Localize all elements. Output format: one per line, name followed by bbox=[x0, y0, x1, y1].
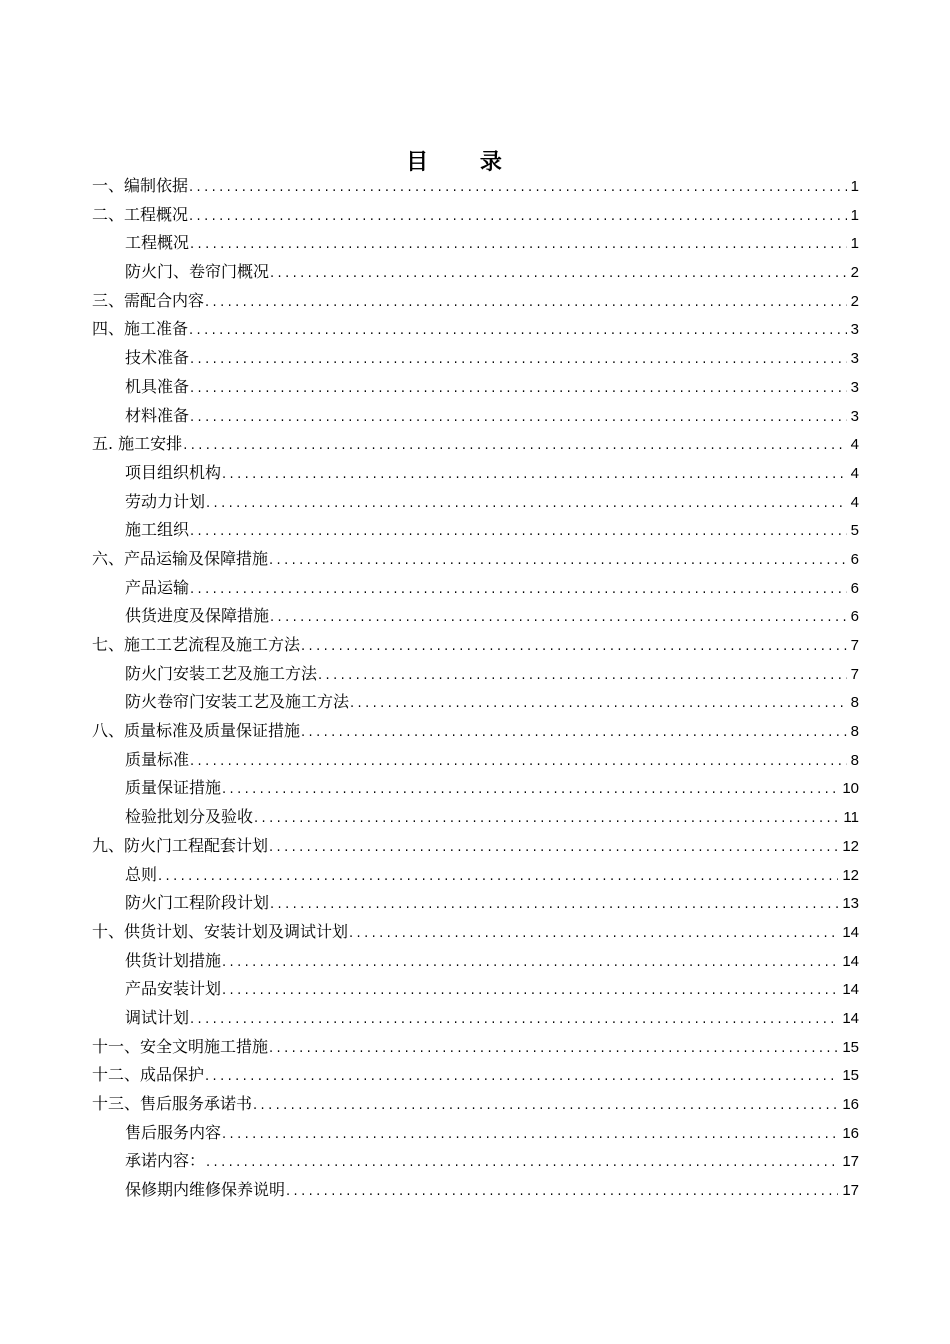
toc-subsection-entry[interactable] bbox=[92, 229, 859, 258]
toc-dot-leader bbox=[189, 203, 847, 232]
toc-page-number: 12 bbox=[842, 837, 859, 855]
toc-entry-label: 施工组织 bbox=[125, 520, 190, 540]
toc-subsection-entry[interactable] bbox=[92, 373, 859, 402]
toc-entry-label: 劳动力计划 bbox=[125, 491, 206, 511]
toc-entry-label: 检验批划分及验收 bbox=[125, 807, 254, 827]
toc-section-entry[interactable] bbox=[92, 172, 859, 201]
table-of-contents bbox=[92, 172, 859, 1205]
toc-dot-leader bbox=[206, 490, 847, 519]
toc-entry-label: 三、需配合内容 bbox=[92, 290, 205, 310]
toc-dot-leader bbox=[183, 432, 846, 461]
toc-entry-label: 调试计划 bbox=[125, 1007, 190, 1027]
toc-page-number: 14 bbox=[842, 1009, 859, 1027]
toc-entry-label: 售后服务内容 bbox=[125, 1122, 222, 1142]
toc-dot-leader bbox=[205, 1063, 838, 1092]
toc-entry-label: 产品运输 bbox=[125, 577, 190, 597]
toc-entry-label: 工程概况 bbox=[125, 233, 190, 253]
toc-entry-label: 一、编制依据 bbox=[92, 176, 189, 195]
toc-dot-leader bbox=[222, 949, 838, 978]
toc-page-number: 14 bbox=[842, 952, 859, 970]
toc-entry-label: 十二、成品保护 bbox=[92, 1065, 205, 1085]
toc-dot-leader bbox=[205, 289, 847, 318]
toc-dot-leader bbox=[190, 576, 847, 605]
toc-entry-label: 产品安装计划 bbox=[125, 979, 222, 999]
toc-dot-leader bbox=[206, 1149, 838, 1178]
toc-entry-label: 承诺内容： bbox=[125, 1151, 206, 1171]
toc-page-number: 11 bbox=[843, 809, 859, 827]
toc-section-entry[interactable] bbox=[92, 315, 859, 344]
toc-dot-leader bbox=[254, 805, 839, 834]
toc-page-number: 7 bbox=[850, 665, 859, 683]
toc-dot-leader bbox=[301, 719, 847, 748]
toc-dot-leader bbox=[190, 375, 847, 404]
toc-section-entry[interactable] bbox=[92, 1033, 859, 1062]
toc-page-number: 4 bbox=[850, 464, 859, 482]
toc-subsection-entry[interactable] bbox=[92, 660, 859, 689]
toc-section-entry[interactable] bbox=[92, 545, 859, 574]
toc-dot-leader bbox=[190, 231, 847, 260]
toc-subsection-entry[interactable] bbox=[92, 947, 859, 976]
toc-entry-label: 机具准备 bbox=[125, 376, 190, 396]
toc-page-number: 6 bbox=[850, 579, 859, 597]
toc-page-number: 8 bbox=[850, 751, 859, 769]
toc-entry-label: 四、施工准备 bbox=[92, 319, 189, 339]
toc-page-number: 15 bbox=[842, 1067, 859, 1085]
toc-entry-label: 供货进度及保障措施 bbox=[125, 606, 270, 626]
toc-page-number: 2 bbox=[850, 292, 859, 310]
toc-dot-leader bbox=[158, 863, 838, 892]
toc-dot-leader bbox=[350, 690, 847, 719]
toc-page-number: 3 bbox=[850, 407, 859, 425]
toc-dot-leader bbox=[222, 776, 838, 805]
toc-dot-leader bbox=[190, 1006, 838, 1035]
toc-section-entry[interactable] bbox=[92, 430, 859, 459]
toc-subsection-entry[interactable] bbox=[92, 688, 859, 717]
toc-dot-leader bbox=[270, 260, 847, 289]
toc-page-number: 1 bbox=[850, 235, 859, 253]
toc-page-number: 8 bbox=[850, 694, 859, 712]
toc-subsection-entry[interactable] bbox=[92, 889, 859, 918]
toc-subsection-entry[interactable] bbox=[92, 774, 859, 803]
toc-entry-label: 供货计划措施 bbox=[125, 950, 222, 970]
toc-entry-label: 防火卷帘门安装工艺及施工方法 bbox=[125, 692, 350, 712]
toc-entry-label: 保修期内维修保养说明 bbox=[125, 1180, 286, 1200]
toc-page-number: 15 bbox=[842, 1038, 859, 1056]
toc-page-number: 17 bbox=[842, 1153, 859, 1171]
toc-dot-leader bbox=[190, 748, 847, 777]
toc-subsection-entry[interactable] bbox=[92, 574, 859, 603]
toc-page-number: 6 bbox=[850, 608, 859, 626]
toc-entry-label: 总则 bbox=[125, 864, 158, 884]
toc-page-number: 5 bbox=[850, 522, 859, 540]
toc-dot-leader bbox=[269, 547, 847, 576]
toc-subsection-entry[interactable] bbox=[92, 402, 859, 431]
toc-entry-label: 五. 施工安排 bbox=[92, 434, 183, 454]
toc-subsection-entry[interactable] bbox=[92, 1176, 859, 1205]
toc-page-number: 1 bbox=[850, 178, 859, 195]
toc-dot-leader bbox=[253, 1092, 838, 1121]
toc-entry-label: 质量保证措施 bbox=[125, 778, 222, 798]
toc-dot-leader bbox=[286, 1178, 838, 1207]
toc-subsection-entry[interactable] bbox=[92, 488, 859, 517]
toc-page-number: 16 bbox=[842, 1124, 859, 1142]
toc-page-number: 14 bbox=[842, 981, 859, 999]
toc-subsection-entry[interactable] bbox=[92, 803, 859, 832]
toc-section-entry[interactable] bbox=[92, 201, 859, 230]
toc-page-number: 13 bbox=[842, 895, 859, 913]
toc-page-number: 8 bbox=[850, 723, 859, 741]
toc-subsection-entry[interactable] bbox=[92, 258, 859, 287]
toc-page-number: 4 bbox=[850, 436, 859, 454]
toc-section-entry[interactable] bbox=[92, 1061, 859, 1090]
toc-dot-leader bbox=[189, 317, 847, 346]
toc-subsection-entry[interactable] bbox=[92, 1004, 859, 1033]
toc-dot-leader bbox=[222, 977, 838, 1006]
toc-dot-leader bbox=[222, 1121, 838, 1150]
toc-entry-label: 十一、安全文明施工措施 bbox=[92, 1036, 269, 1056]
toc-section-entry[interactable] bbox=[92, 717, 859, 746]
toc-entry-label: 技术准备 bbox=[125, 348, 190, 368]
toc-entry-label: 七、施工工艺流程及施工方法 bbox=[92, 635, 301, 654]
toc-entry-label: 十、供货计划、安装计划及调试计划 bbox=[92, 921, 349, 941]
toc-subsection-entry[interactable] bbox=[92, 975, 859, 1004]
toc-entry-label: 二、工程概况 bbox=[92, 204, 189, 224]
toc-dot-leader bbox=[270, 604, 847, 633]
toc-subsection-entry[interactable] bbox=[92, 1119, 859, 1148]
toc-page-number: 1 bbox=[850, 206, 859, 224]
toc-subsection-entry[interactable] bbox=[92, 861, 859, 890]
toc-dot-leader bbox=[269, 1035, 838, 1064]
toc-dot-leader bbox=[349, 920, 838, 949]
toc-subsection-entry[interactable] bbox=[92, 516, 859, 545]
toc-section-entry[interactable] bbox=[92, 918, 859, 947]
toc-page-number: 6 bbox=[850, 550, 859, 568]
toc-page-number: 14 bbox=[842, 923, 859, 941]
toc-page-number: 3 bbox=[850, 321, 859, 339]
toc-entry-label: 六、产品运输及保障措施 bbox=[92, 548, 269, 568]
toc-subsection-entry[interactable] bbox=[92, 459, 859, 488]
toc-section-entry[interactable] bbox=[92, 631, 859, 660]
toc-page-number: 2 bbox=[850, 264, 859, 282]
toc-entry-label: 防火门工程阶段计划 bbox=[125, 893, 270, 913]
toc-page-number: 3 bbox=[850, 378, 859, 396]
toc-dot-leader bbox=[269, 834, 838, 863]
toc-subsection-entry[interactable] bbox=[92, 1147, 859, 1176]
toc-entry-label: 十三、售后服务承诺书 bbox=[92, 1094, 253, 1113]
toc-subsection-entry[interactable] bbox=[92, 344, 859, 373]
toc-entry-label: 项目组织机构 bbox=[125, 462, 222, 482]
toc-page-number: 12 bbox=[842, 866, 859, 884]
toc-entry-label: 九、防火门工程配套计划 bbox=[92, 835, 269, 855]
toc-subsection-entry[interactable] bbox=[92, 746, 859, 775]
toc-dot-leader bbox=[190, 346, 847, 375]
toc-dot-leader bbox=[270, 891, 838, 920]
toc-page-number: 3 bbox=[850, 350, 859, 368]
toc-entry-label: 防火门、卷帘门概况 bbox=[125, 262, 270, 282]
toc-section-entry[interactable] bbox=[92, 287, 859, 316]
toc-page-number: 7 bbox=[850, 637, 859, 654]
toc-page-number: 4 bbox=[850, 493, 859, 511]
toc-entry-label: 八、质量标准及质量保证措施 bbox=[92, 721, 301, 741]
toc-section-entry[interactable] bbox=[92, 832, 859, 861]
toc-page-number: 16 bbox=[842, 1096, 859, 1113]
toc-section-entry[interactable] bbox=[92, 1090, 859, 1119]
toc-dot-leader bbox=[189, 174, 847, 203]
toc-title: 目 录 bbox=[406, 150, 524, 175]
toc-page-number: 10 bbox=[842, 780, 859, 798]
toc-entry-label: 防火门安装工艺及施工方法 bbox=[125, 663, 318, 683]
toc-page-number: 17 bbox=[842, 1182, 859, 1200]
toc-subsection-entry[interactable] bbox=[92, 602, 859, 631]
toc-entry-label: 材料准备 bbox=[125, 405, 190, 425]
toc-dot-leader bbox=[190, 404, 847, 433]
toc-entry-label: 质量标准 bbox=[125, 749, 190, 769]
toc-dot-leader bbox=[301, 633, 847, 662]
toc-dot-leader bbox=[190, 518, 847, 547]
toc-dot-leader bbox=[222, 461, 847, 490]
toc-dot-leader bbox=[318, 662, 847, 691]
